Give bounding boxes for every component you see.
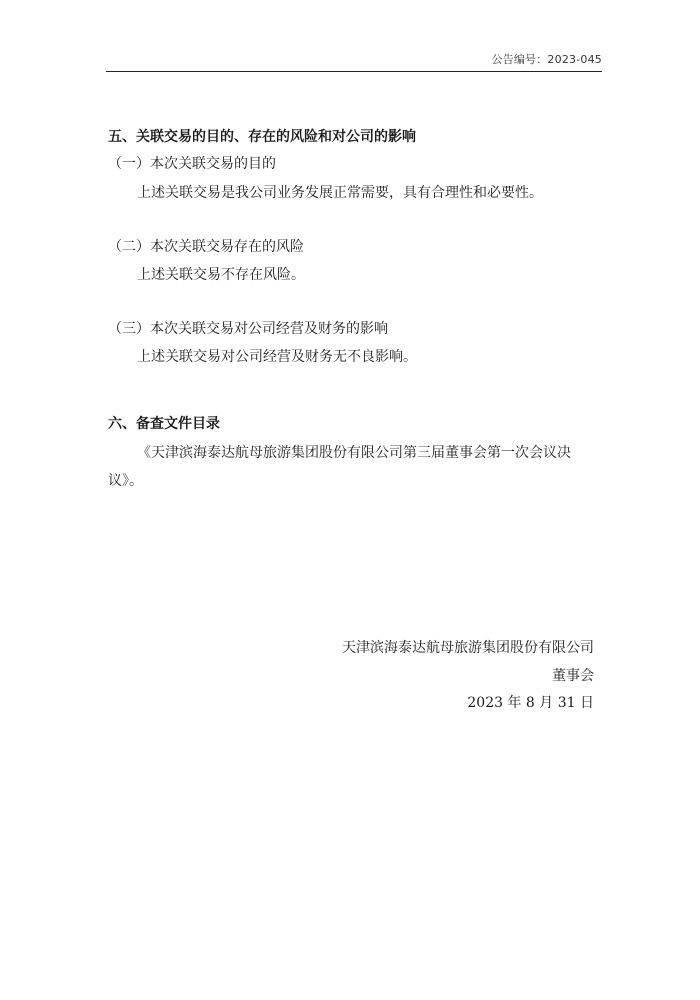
section-5-sub-2-body: 上述关联交易不存在风险。 xyxy=(137,267,305,283)
signature-date: 2023 年 8 月 31 日 xyxy=(467,695,594,711)
announcement-number: 公告编号：2023-045 xyxy=(491,53,602,66)
section-5-sub-3-title: （三）本次关联交易对公司经营及财务的影响 xyxy=(108,321,388,337)
section-6-body-line-1: 《天津滨海泰达航母旅游集团股份有限公司第三届董事会第一次会议决 xyxy=(137,445,571,461)
signature-board: 董事会 xyxy=(552,668,594,684)
header-divider xyxy=(106,71,602,72)
section-6-body-line-2: 议》。 xyxy=(108,473,143,489)
section-5-sub-3-body: 上述关联交易对公司经营及财务无不良影响。 xyxy=(137,349,417,365)
section-6-heading: 六、备查文件目录 xyxy=(108,416,220,432)
section-5-sub-1-body: 上述关联交易是我公司业务发展正常需要，具有合理性和必要性。 xyxy=(137,185,543,201)
section-5-heading: 五、关联交易的目的、存在的风险和对公司的影响 xyxy=(108,129,416,145)
signature-company: 天津滨海泰达航母旅游集团股份有限公司 xyxy=(342,640,594,656)
section-5-sub-2-title: （二）本次关联交易存在的风险 xyxy=(108,239,304,255)
section-5-sub-1-title: （一）本次关联交易的目的 xyxy=(108,156,276,172)
